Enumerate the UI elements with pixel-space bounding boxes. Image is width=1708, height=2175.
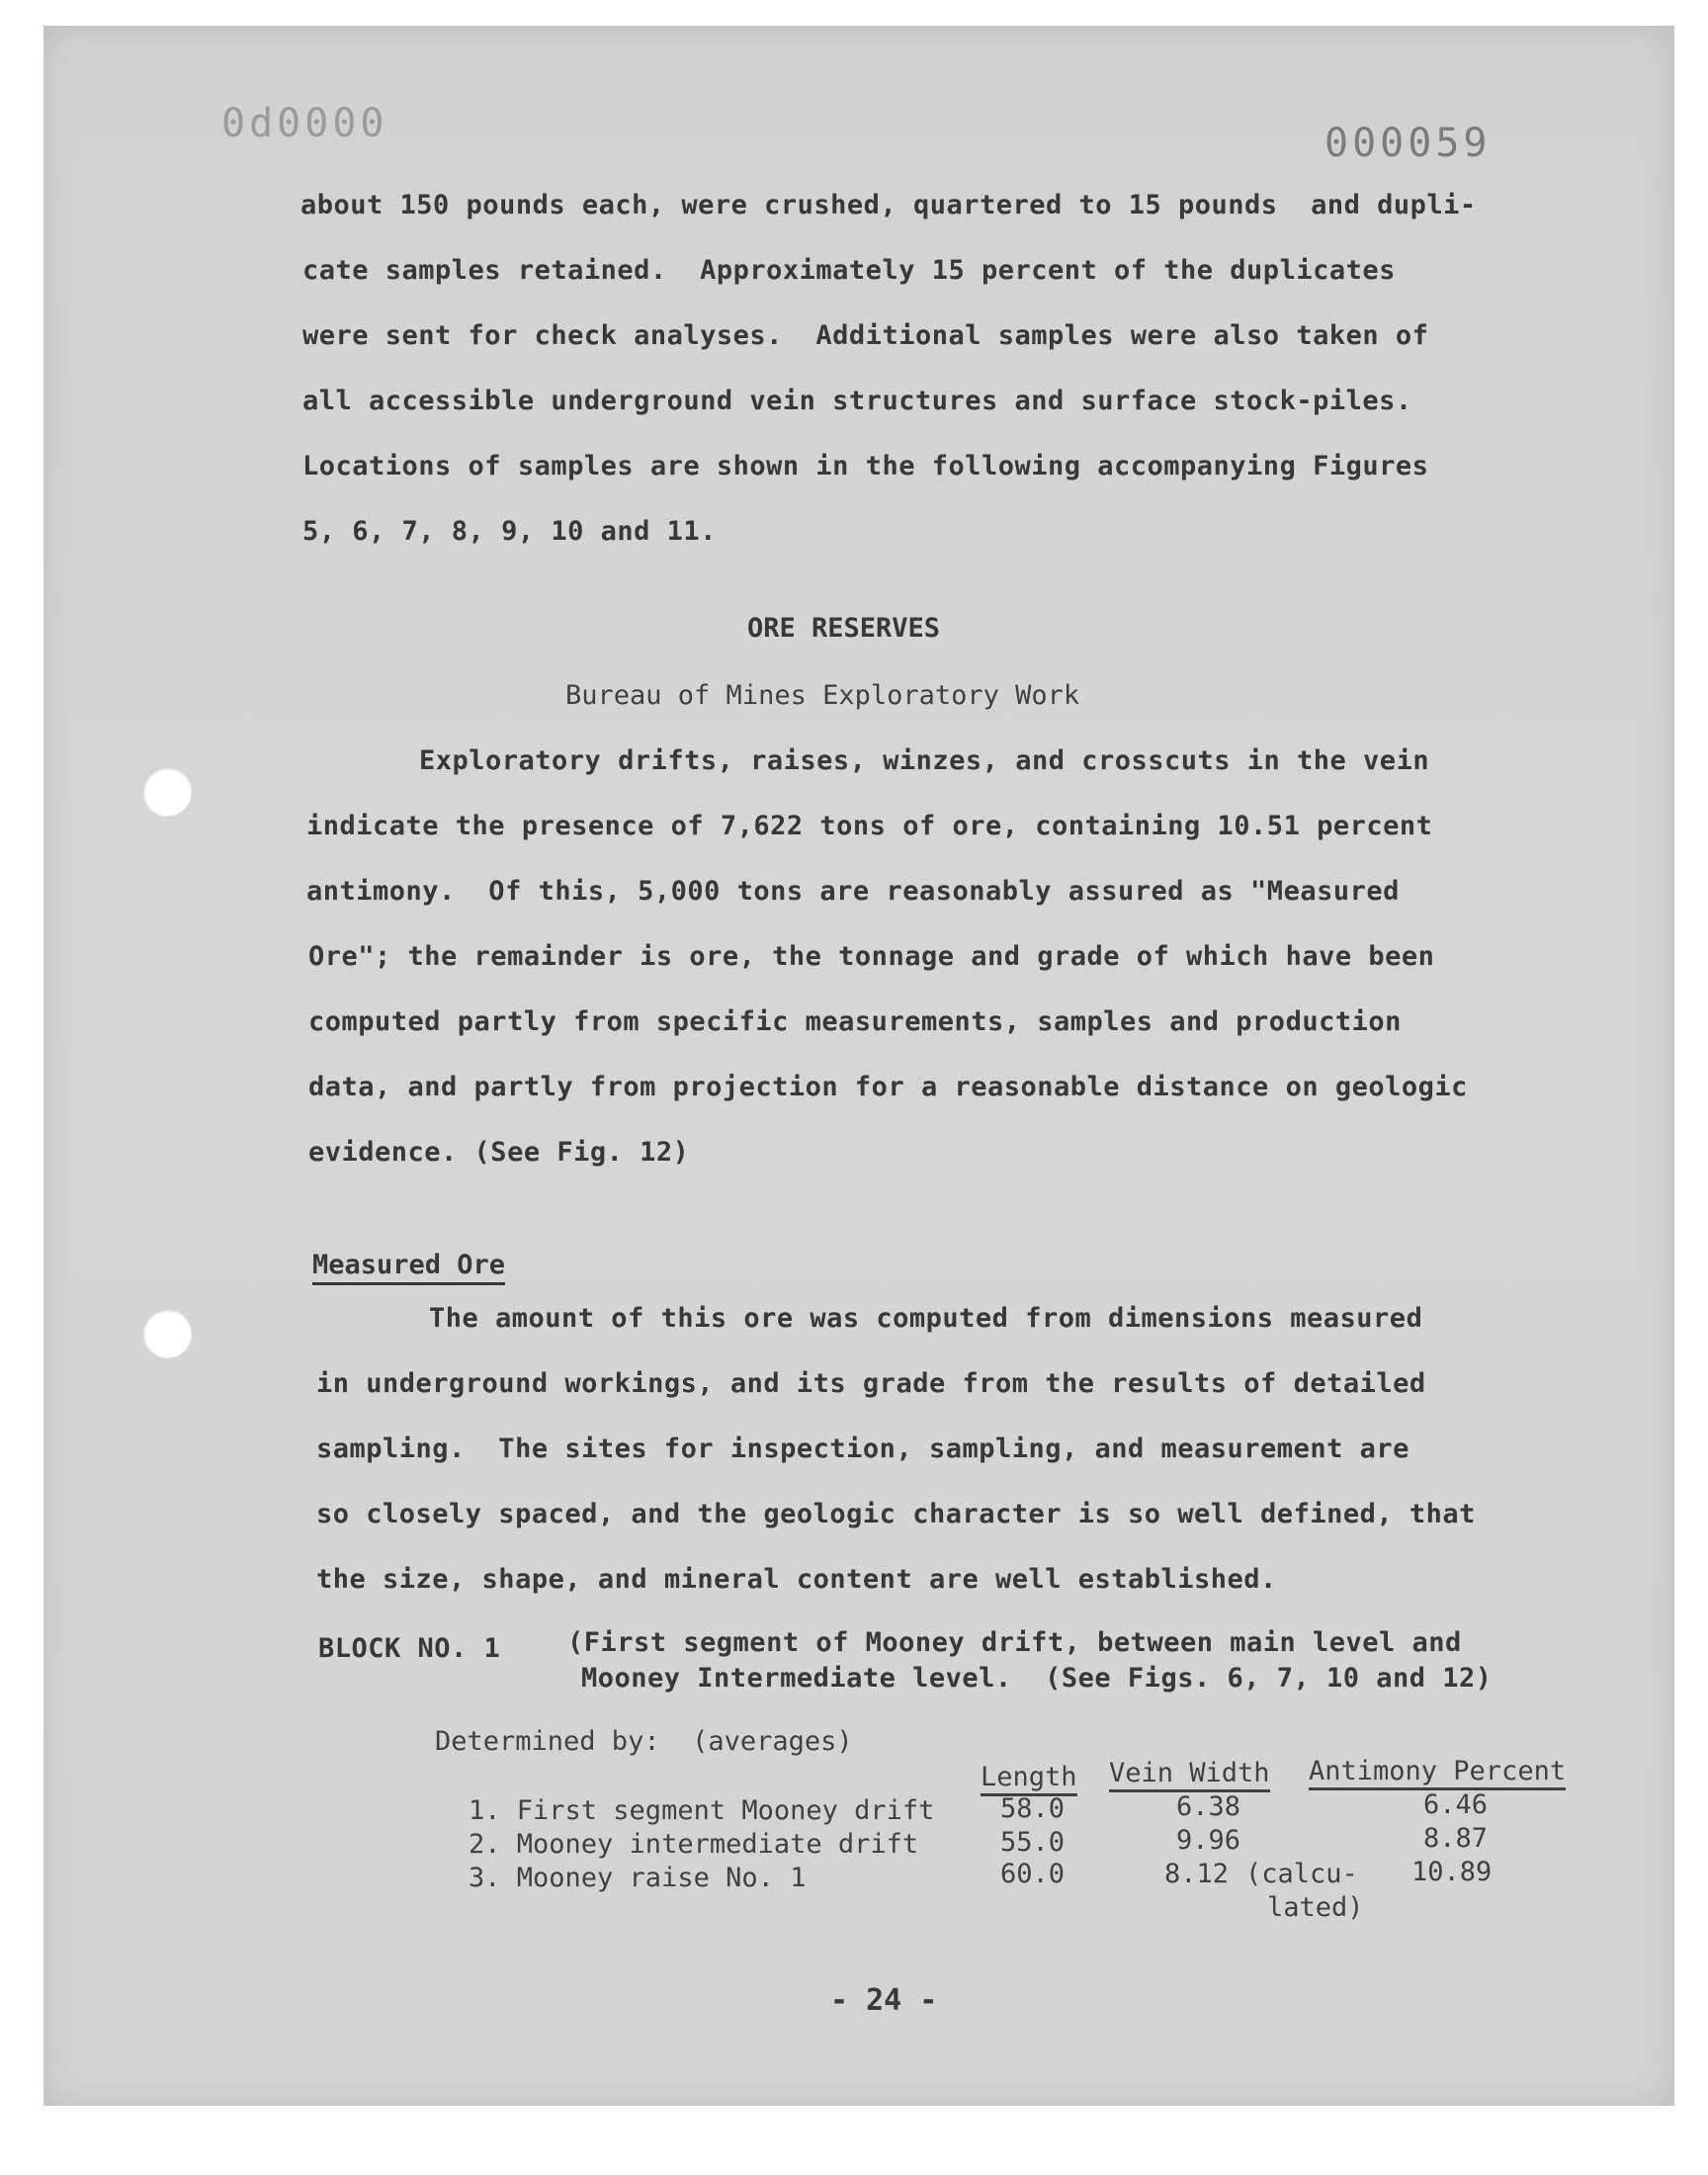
table-cell-length: 55.0 — [1000, 1827, 1066, 1858]
text-line: all accessible underground vein structures and surface stock-piles. — [302, 386, 1412, 416]
text-line: evidence. (See Fig. 12) — [308, 1137, 690, 1168]
block-label: BLOCK NO. 1 — [318, 1633, 501, 1664]
document-page — [43, 26, 1674, 2106]
block-description: (First segment of Mooney drift, between main level and — [567, 1627, 1462, 1658]
table-cell-antimony: 8.87 — [1423, 1823, 1489, 1854]
text-line: about 150 pounds each, were crushed, quartered to 15 pounds and dupli- — [300, 190, 1477, 220]
page-number: - 24 - — [830, 1983, 938, 2018]
table-cell-length: 60.0 — [1000, 1859, 1066, 1889]
table-row-name: 2. Mooney intermediate drift — [469, 1829, 919, 1860]
punch-hole — [142, 767, 192, 817]
text-line: antimony. Of this, 5,000 tons are reasonably assured as "Measured — [306, 876, 1400, 907]
text-line: Exploratory drifts, raises, winzes, and crosscuts in the vein — [419, 745, 1430, 776]
column-header-antimony-percent: Antimony Percent — [1309, 1756, 1566, 1790]
text-line: computed partly from specific measurements, samples and production — [308, 1006, 1402, 1037]
page-stamp-top-left: 0d0000 — [221, 101, 388, 146]
text-line: Ore"; the remainder is ore, the tonnage and grade of which have been — [308, 941, 1435, 972]
column-header-vein-width: Vein Width — [1109, 1758, 1270, 1792]
punch-hole — [142, 1309, 192, 1358]
table-cell-vein-width: 6.38 — [1176, 1791, 1241, 1822]
text-line: The amount of this ore was computed from dimensions measured — [429, 1303, 1423, 1334]
text-line: data, and partly from projection for a reasonable distance on geologic — [308, 1072, 1468, 1102]
table-cell-antimony: 6.46 — [1423, 1789, 1489, 1820]
table-row-name: 3. Mooney raise No. 1 — [469, 1863, 807, 1893]
section-title: ORE RESERVES — [747, 613, 941, 644]
text-line: cate samples retained. Approximately 15 percent of the duplicates — [302, 255, 1396, 286]
text-line: Locations of samples are shown in the following accompanying Figures — [302, 451, 1429, 481]
table-row-name: 1. First segment Mooney drift — [469, 1795, 935, 1826]
table-cell-vein-width: 8.12 — [1164, 1859, 1230, 1889]
page-stamp-top-right: 000059 — [1324, 121, 1492, 166]
determined-by-label: Determined by: (averages) — [435, 1726, 853, 1757]
section-subtitle: Bureau of Mines Exploratory Work — [565, 680, 1080, 711]
table-cell-note: (calcu- — [1245, 1859, 1358, 1889]
table-cell-antimony: 10.89 — [1411, 1857, 1493, 1887]
text-line: 5, 6, 7, 8, 9, 10 and 11. — [302, 516, 717, 547]
measured-ore-heading: Measured Ore — [312, 1250, 505, 1285]
table-cell-vein-width: 9.96 — [1176, 1825, 1241, 1856]
text-line: indicate the presence of 7,622 tons of ore, containing 10.51 percent — [306, 811, 1433, 841]
column-header-length: Length — [981, 1762, 1077, 1796]
text-line: so closely spaced, and the geologic character is so well defined, that — [316, 1499, 1476, 1529]
text-line: in underground workings, and its grade from the results of detailed — [316, 1368, 1426, 1399]
text-line: sampling. The sites for inspection, sampling, and measurement are — [316, 1434, 1409, 1464]
text-line: were sent for check analyses. Additional samples were also taken of — [302, 320, 1429, 351]
text-line: the size, shape, and mineral content are well established. — [316, 1564, 1277, 1595]
table-cell-length: 58.0 — [1000, 1793, 1066, 1824]
table-cell-note: lated) — [1267, 1892, 1364, 1923]
block-description: Mooney Intermediate level. (See Figs. 6, 7, 10 and 12) — [581, 1663, 1493, 1694]
